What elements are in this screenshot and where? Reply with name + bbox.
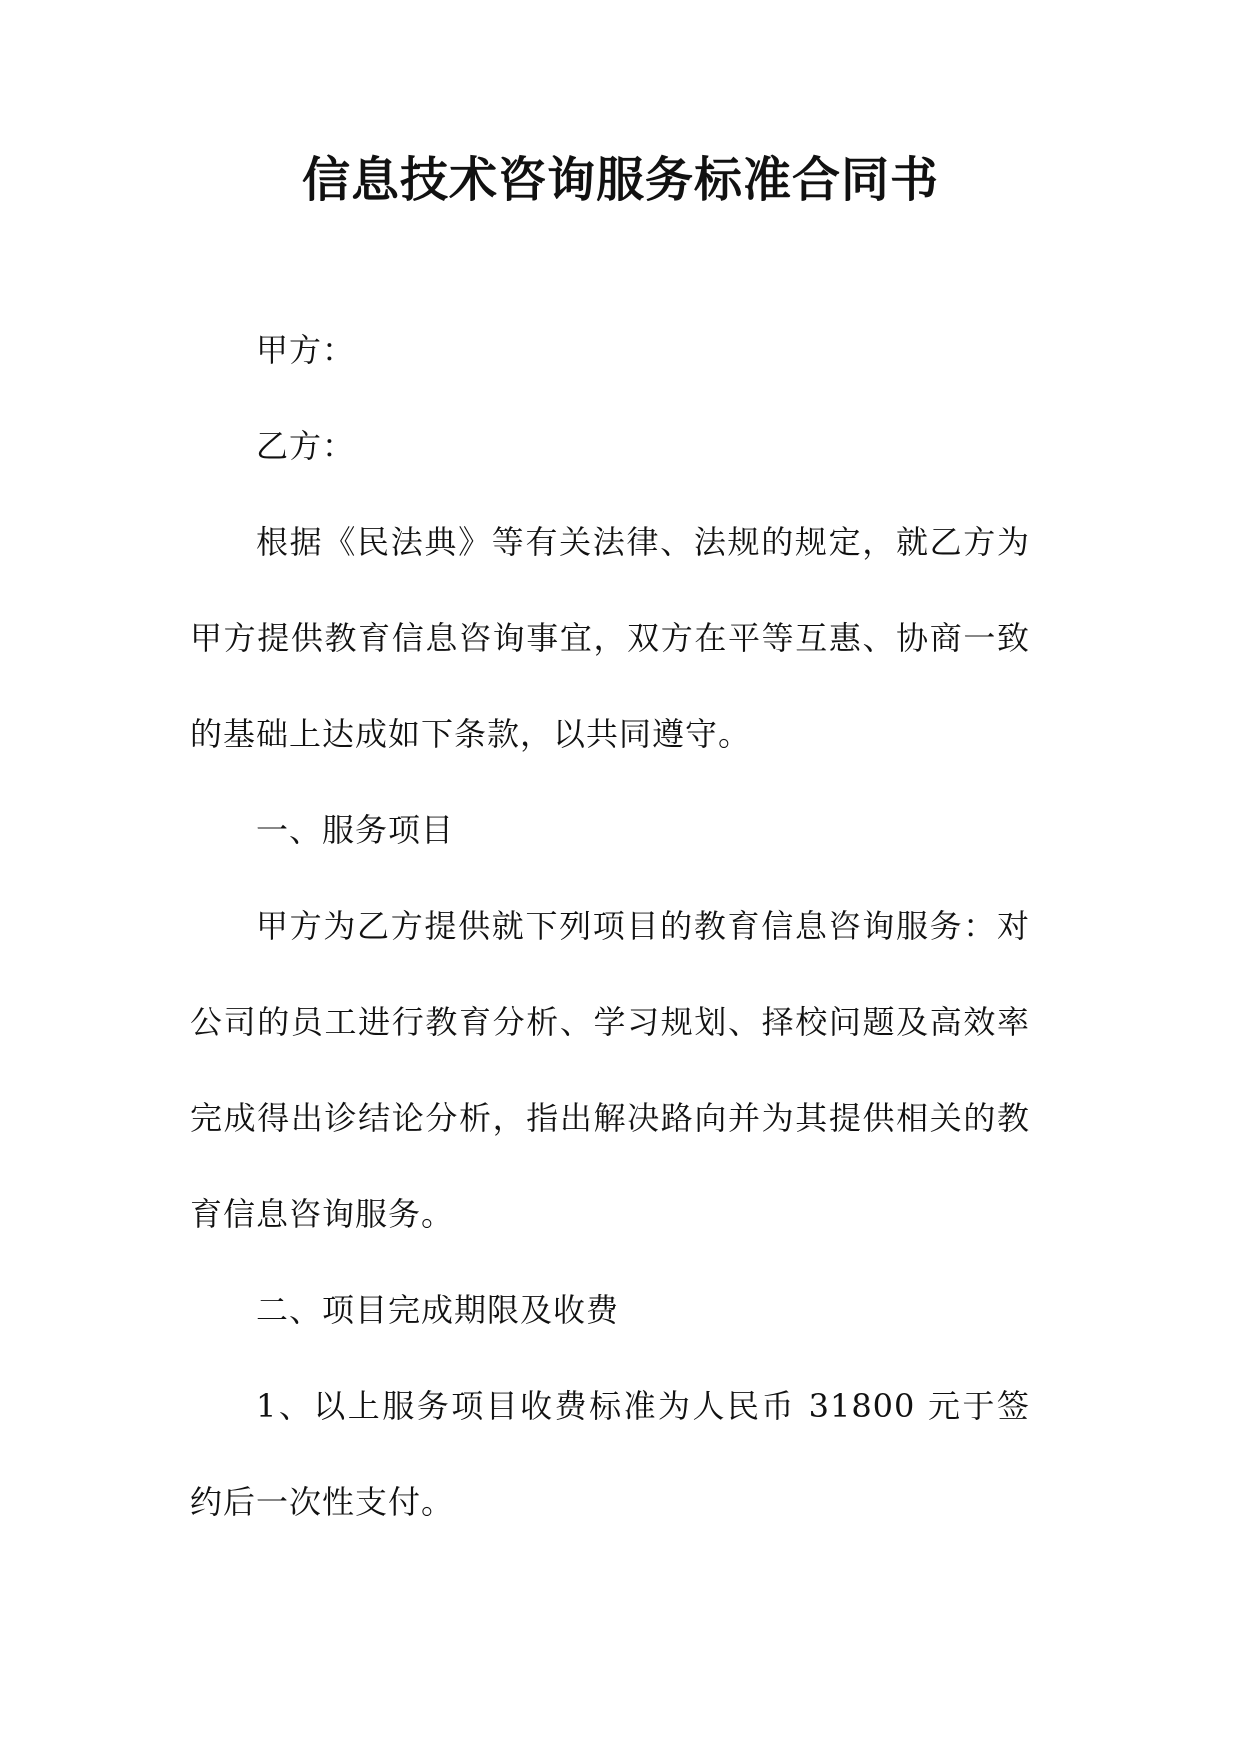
- document-body: [190, 302, 1030, 1550]
- party-a-line: 甲方：: [256, 331, 356, 369]
- document-title: 信息技术咨询服务标准合同书: [301, 152, 939, 208]
- section-2-heading: 二、项目完成期限及收费: [256, 1291, 620, 1329]
- party-b-line: 乙方：: [256, 427, 356, 465]
- section-2-item-1: 1、以上服务项目收费标准为人民币 31800 元于签约后一次性支付。: [190, 1387, 1030, 1521]
- preamble-paragraph: 根据《民法典》等有关法律、法规的规定，就乙方为甲方提供教育信息咨询事宜，双方在平等互惠、协商一致的基础上达成如下条款，以共同遵守。: [190, 523, 1030, 753]
- section-1-paragraph: 甲方为乙方提供就下列项目的教育信息咨询服务：对公司的员工进行教育分析、学习规划、择校问题及高效率完成得出诊结论分析，指出解决路向并为其提供相关的教育信息咨询服务。: [190, 907, 1030, 1233]
- section-1-heading: 一、服务项目: [256, 811, 455, 849]
